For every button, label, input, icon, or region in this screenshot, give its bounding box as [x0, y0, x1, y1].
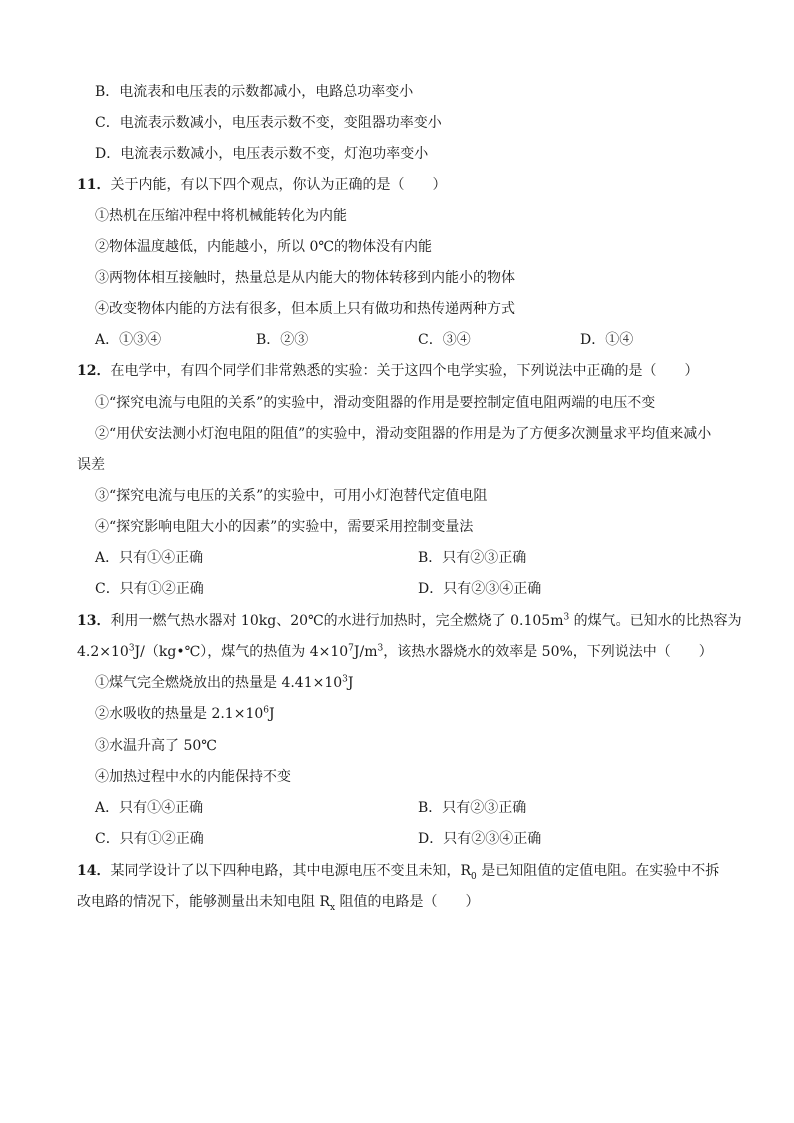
q14-stem-text-2a: 改电路的情况下，能够测量出未知电阻 R	[77, 894, 330, 910]
q14-number: 14．	[77, 863, 111, 879]
q13-option-d: D．只有②③④正确	[418, 831, 542, 847]
q14-stem-text-1a: 某同学设计了以下四种电路，其中电源电压不变且未知，R	[110, 863, 472, 879]
q13-stem-line-2	[77, 643, 713, 661]
q14-stem-line-1	[77, 862, 719, 880]
q10-option-b: B．电流表和电压表的示数都减小，电路总功率变小	[95, 84, 414, 100]
q12-option-d: D．只有②③④正确	[418, 581, 542, 597]
q13-stem-text-2b: J/（kg•℃），煤气的热值为 4×10	[134, 644, 349, 660]
q13-stem-sup: 3	[563, 612, 570, 623]
q13-option-b: B．只有②③正确	[418, 800, 527, 816]
q12-statement-2-continued: 误差	[77, 457, 105, 473]
q11-stem-text: 关于内能，有以下四个观点，你认为正确的是（ ）	[110, 177, 447, 193]
q12-statement-1: ①“探究电流与电阻的关系”的实验中，滑动变阻器的作用是要控制定值电阻两端的电压不变	[95, 395, 656, 411]
q11-option-a: A．①③④	[95, 332, 162, 348]
q14-stem-line-2	[77, 893, 480, 911]
q14-stem-sub-x: x	[330, 902, 336, 913]
q13-statement-2-sup: 6	[263, 705, 269, 716]
q12-statement-2: ②“用伏安法测小灯泡电阻的阻值”的实验中，滑动变阻器的作用是为了方便多次测量求平均值来减小	[95, 426, 712, 442]
q12-option-c: C．只有①②正确	[95, 581, 204, 597]
q13-number: 13．	[77, 613, 111, 629]
q10-option-c: C．电流表示数减小，电压表示数不变，变阻器功率变小	[95, 115, 442, 131]
q13-stem-text-2a: 4.2×10	[77, 644, 129, 660]
q13-option-a: A．只有①④正确	[95, 800, 204, 816]
q12-option-b: B．只有②③正确	[418, 550, 527, 566]
q13-stem-sup-1: 3	[128, 643, 135, 654]
q11-statement-2: ②物体温度越低，内能越小，所以 0℃的物体没有内能	[95, 239, 433, 255]
q13-stem-text-2c: J/m	[353, 644, 378, 660]
q13-stem-sup-2: 7	[348, 643, 354, 654]
q11-number: 11．	[77, 177, 111, 193]
q12-stem	[77, 362, 698, 380]
q13-stem-sup-3: 3	[377, 643, 384, 654]
q11-stem	[77, 176, 446, 194]
q13-statement-3: ③水温升高了 50℃	[95, 738, 217, 754]
q12-number: 12．	[77, 363, 111, 379]
q13-stem-line-1	[77, 612, 742, 630]
q13-statement-2-text: ②水吸收的热量是 2.1×10	[95, 706, 264, 722]
q12-statement-4: ④“探究影响电阻大小的因素”的实验中，需要采用控制变量法	[95, 519, 474, 535]
q11-option-b: B．②③	[256, 332, 309, 348]
q11-statement-1: ①热机在压缩冲程中将机械能转化为内能	[95, 208, 347, 224]
q12-option-a: A．只有①④正确	[95, 550, 204, 566]
q13-stem-text-2d: ，该热水器烧水的效率是 50%，下列说法中（ ）	[383, 644, 713, 660]
q14-stem-sub: 0	[471, 871, 477, 882]
q13-statement-1	[95, 674, 354, 692]
q13-statement-1-sup: 3	[342, 674, 348, 685]
q13-statement-1-text: ①煤气完全燃烧放出的热量是 4.41×10	[95, 675, 343, 691]
q10-option-d: D．电流表示数减小，电压表示数不变，灯泡功率变小	[95, 146, 429, 162]
q14-stem-text-2b: 阻值的电路是（ ）	[335, 894, 480, 910]
q13-statement-2-unit: J	[269, 706, 275, 722]
q11-statement-4: ④改变物体内能的方法有很多，但本质上只有做功和热传递两种方式	[95, 301, 515, 317]
q11-option-d: D．①④	[580, 332, 634, 348]
q12-statement-3: ③“探究电流与电压的关系”的实验中，可用小灯泡替代定值电阻	[95, 488, 488, 504]
q11-option-c: C．③④	[418, 332, 471, 348]
q13-stem-text-1b: 的煤气。已知水的比热容为	[569, 613, 742, 629]
q11-statement-3: ③两物体相互接触时，热量总是从内能大的物体转移到内能小的物体	[95, 270, 515, 286]
q14-stem-text-1b: 是已知阻值的定值电阻。在实验中不拆	[476, 863, 720, 879]
q12-stem-text: 在电学中，有四个同学们非常熟悉的实验：关于这四个电学实验，下列说法中正确的是（ ）	[110, 363, 699, 379]
q13-stem-text-1a: 利用一燃气热水器对 10kg、20℃的水进行加热时，完全燃烧了 0.105m	[110, 613, 564, 629]
q13-statement-1-unit: J	[347, 675, 354, 691]
q13-statement-4: ④加热过程中水的内能保持不变	[95, 769, 291, 785]
q13-statement-2	[95, 705, 275, 723]
q13-option-c: C．只有①②正确	[95, 831, 204, 847]
